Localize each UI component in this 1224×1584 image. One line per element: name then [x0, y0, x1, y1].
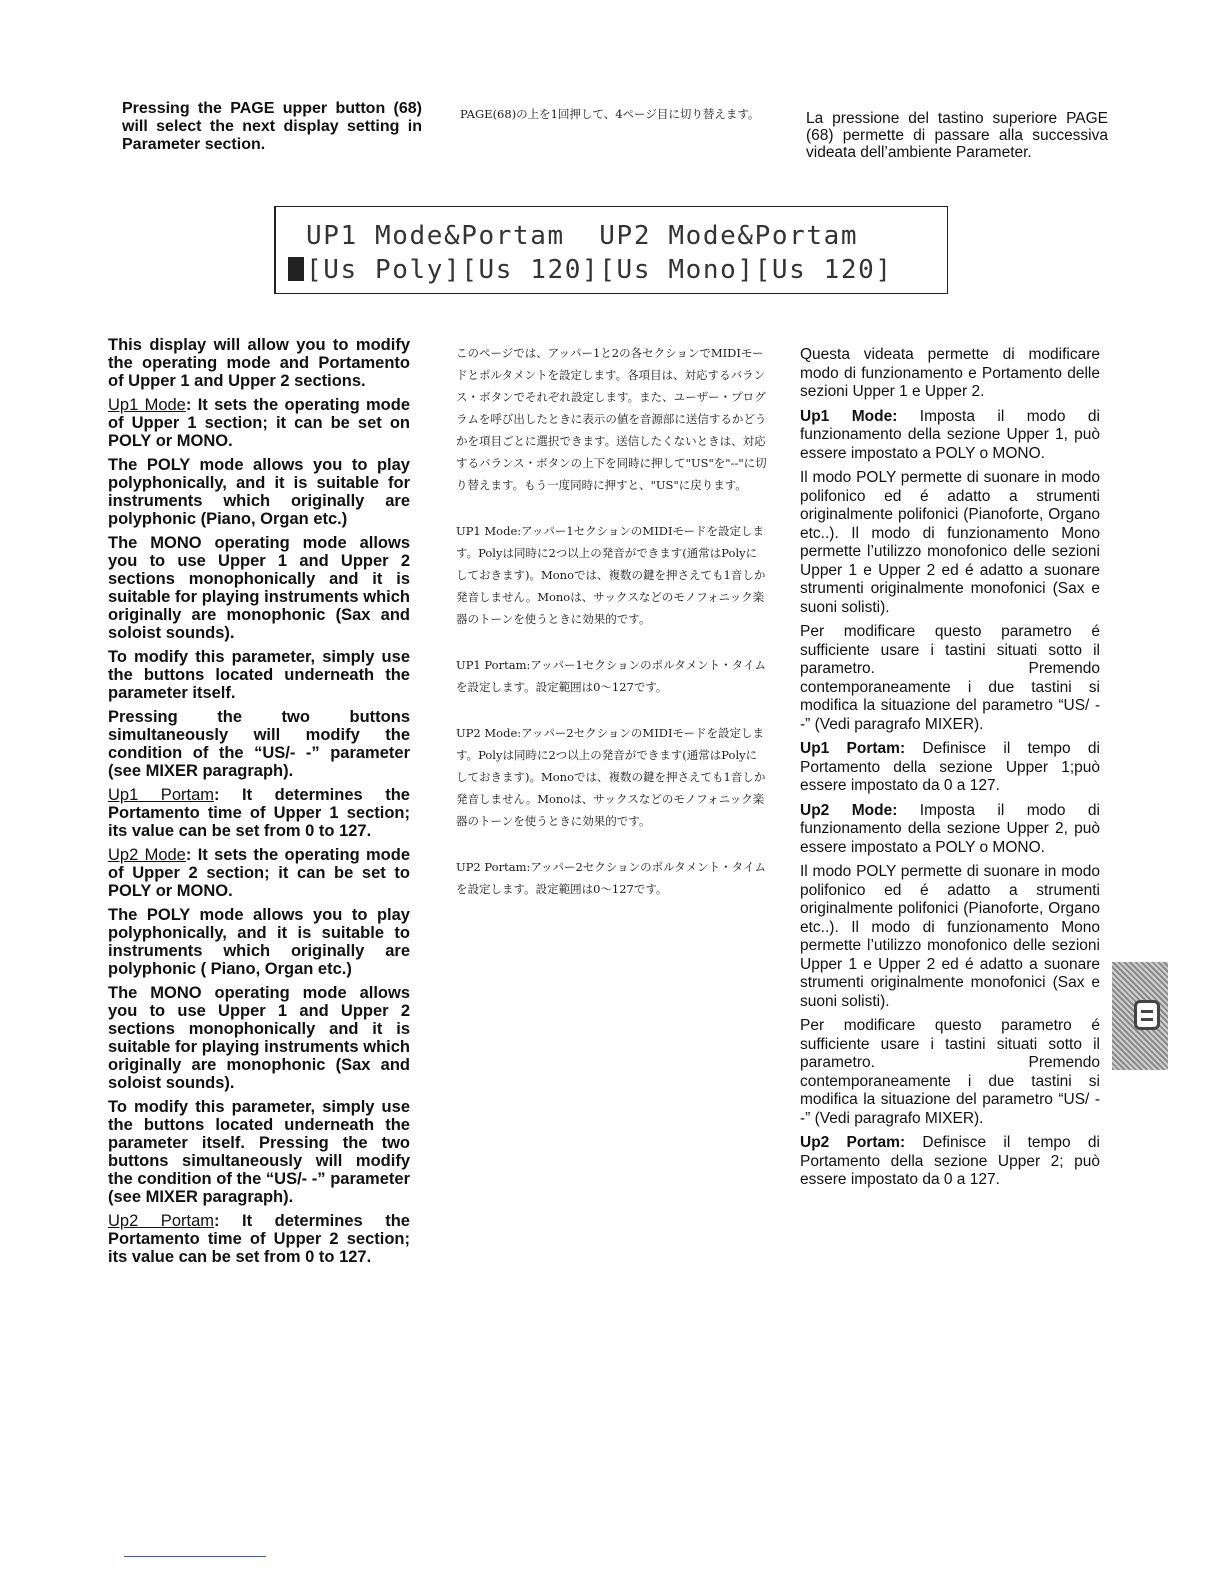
lcd-line-2-text: [Us Poly][Us 120][Us Mono][Us 120]	[306, 255, 893, 285]
en-mono-1: The MONO operating mode allows you to use Upper 1 and Upper 2 sections monophonically and it is suitable for playing instruments which originally are monophonic (Sax and soloist sounds).	[108, 534, 410, 642]
en-mono-2: The MONO operating mode allows you to use Upper 1 and Upper 2 sections monophonically and it is suitable for playing instruments which originally are monophonic (Sax and soloist sounds).	[108, 984, 410, 1092]
it-poly-2: Il modo POLY permette di suonare in modo polifonico ed é adatto a strumenti originalmente polifonici (Pianoforte, Organo etc..). Il modo di funzionamento Mono permette l’utilizzo monofonico delle sezioni Upper 1 e Upper 2 ed é adatto a suonare strumenti originalmente monofonici (Sax e suoni solisti).	[800, 863, 1100, 1010]
en-up1-mode: Up1 Mode: It sets the operating mode of Upper 1 section; it can be set on POLY or MONO.	[108, 396, 410, 450]
it-poly-1: Il modo POLY permette di suonare in modo polifonico ed é adatto a strumenti originalmente polifonici (Pianoforte, Organo etc..). Il modo di funzionamento Mono permette l’utilizzo monofonico delle sezioni Upper 1 e Upper 2 ed é adatto a suonare strumenti originalmente monofonici (Sax e suoni solisti).	[800, 469, 1100, 616]
en-press-1: Pressing the two buttons simultaneously will modify the condition of the “US/- -” parameter (see MIXER paragraph).	[108, 708, 410, 780]
en-poly-1: The POLY mode allows you to play polyphonically, and it is suitable for instruments which originally are polyphonic (Piano, Organ etc.)	[108, 456, 410, 528]
jp-up1-mode: UP1 Mode:アッパー1セクションのMIDIモードを設定します。Polyは同時に2つ以上の発音ができます(通常はPolyにしておきます)。Monoでは、複数の鍵を押さえても1音しか発音しません。Monoは、サックスなどのモノフォニック楽器のトーンを使うときに効果的です。	[456, 524, 766, 626]
it-intro: Questa videata permette di modificare modo di funzionamento e Portamento delle sezioni Upper 1 e Upper 2.	[800, 346, 1100, 400]
it-up2-portam: Up2 Portam: Definisce il tempo di Portamento della sezione Upper 2; può essere impostato da 0 a 127.	[800, 1134, 1100, 1188]
lcd-cursor	[288, 257, 304, 281]
english-column	[108, 336, 410, 1272]
bottom-rule	[124, 1556, 266, 1557]
en-modify-1: To modify this parameter, simply use the buttons located underneath the parameter itself.	[108, 648, 410, 702]
jp-up2-mode: UP2 Mode:アッパー2セクションのMIDIモードを設定します。Polyは同時に2つ以上の発音ができます(通常はPolyにしておきます)。Monoでは、複数の鍵を押さえても1音しか発音しません。Monoは、サックスなどのモノフォニック楽器のトーンを使うときに効果的です。	[456, 726, 766, 828]
intro-japanese: PAGE(68)の上を1回押して、4ページ目に切り替えます。	[460, 107, 760, 121]
jp-up1-portam: UP1 Portam:アッパー1セクションのポルタメント・タイムを設定します。設定範囲は0～127です。	[456, 658, 766, 694]
en-poly-2: The POLY mode allows you to play polyphonically, and it is suitable to instruments which originally are polyphonic ( Piano, Organ etc.)	[108, 906, 410, 978]
intro-italian: La pressione del tastino superiore PAGE (68) permette di passare alla successiva videata dell’ambiente Parameter.	[806, 110, 1108, 161]
lcd-line-1: UP1 Mode&Portam UP2 Mode&Portam	[306, 221, 859, 251]
en-modify-2: To modify this parameter, simply use the buttons located underneath the parameter itself. Pressing the two buttons simultaneously will modify the condition of the “US/- -” parameter (see MIXER paragraph).	[108, 1098, 410, 1206]
en-up2-portam: Up2 Portam: It determines the Portamento time of Upper 2 section; its value can be set from 0 to 127.	[108, 1212, 410, 1266]
en-intro: This display will allow you to modify the operating mode and Portamento of Upper 1 and Upper 2 sections.	[108, 336, 410, 390]
section-tab-icon	[1112, 962, 1168, 1070]
italian-column	[800, 346, 1100, 1196]
it-up2-mode: Up2 Mode: Imposta il modo di funzionamento della sezione Upper 2, può essere impostato a POLY o MONO.	[800, 801, 1100, 856]
intro-english: Pressing the PAGE upper button (68) will select the next display setting in Parameter section.	[122, 100, 422, 153]
it-modify-2: Per modificare questo parametro é sufficiente usare i tastini situati sotto il parametro. Premendo contemporaneamente i due tastini si modifica la situazione del parametro “US/ - -” (Vedi paragrafo MIXER).	[800, 1017, 1100, 1127]
japanese-column	[456, 342, 768, 924]
it-up1-mode: Up1 Mode: Imposta il modo di funzionamento della sezione Upper 1, può essere impostato a POLY o MONO.	[800, 407, 1100, 462]
lcd-display	[274, 206, 948, 294]
it-modify-1: Per modificare questo parametro é sufficiente usare i tastini situati sotto il parametro. Premendo contemporaneamente i due tastini si modifica la situazione del parametro “US/ - -” (Vedi paragrafo MIXER).	[800, 623, 1100, 733]
en-up1-portam: Up1 Portam: It determines the Portamento time of Upper 1 section; its value can be set from 0 to 127.	[108, 786, 410, 840]
lcd-line-2	[288, 255, 893, 285]
en-up2-mode: Up2 Mode: It sets the operating mode of Upper 2 section; it can be set to POLY or MONO.	[108, 846, 410, 900]
jp-intro: このページでは、アッパー1と2の各セクションでMIDIモードとポルタメントを設定します。各項目は、対応するバランス・ボタンでそれぞれ設定します。また、ユーザー・プログラムを呼び出したときに表示の値を音源部に送信するかどうかを項目ごとに選択できます。送信したくないときは、対応するバランス・ボタンの上下を同時に押して"US"を"--"に切り替えます。もう一度同時に押すと、"US"に戻ります。	[456, 346, 767, 492]
it-up1-portam: Up1 Portam: Definisce il tempo di Portamento della sezione Upper 1;può essere impostato da 0 a 127.	[800, 740, 1100, 794]
jp-up2-portam: UP2 Portam:アッパー2セクションのポルタメント・タイムを設定します。設定範囲は0～127です。	[456, 860, 766, 896]
section-tab-glyph	[1134, 1000, 1160, 1030]
